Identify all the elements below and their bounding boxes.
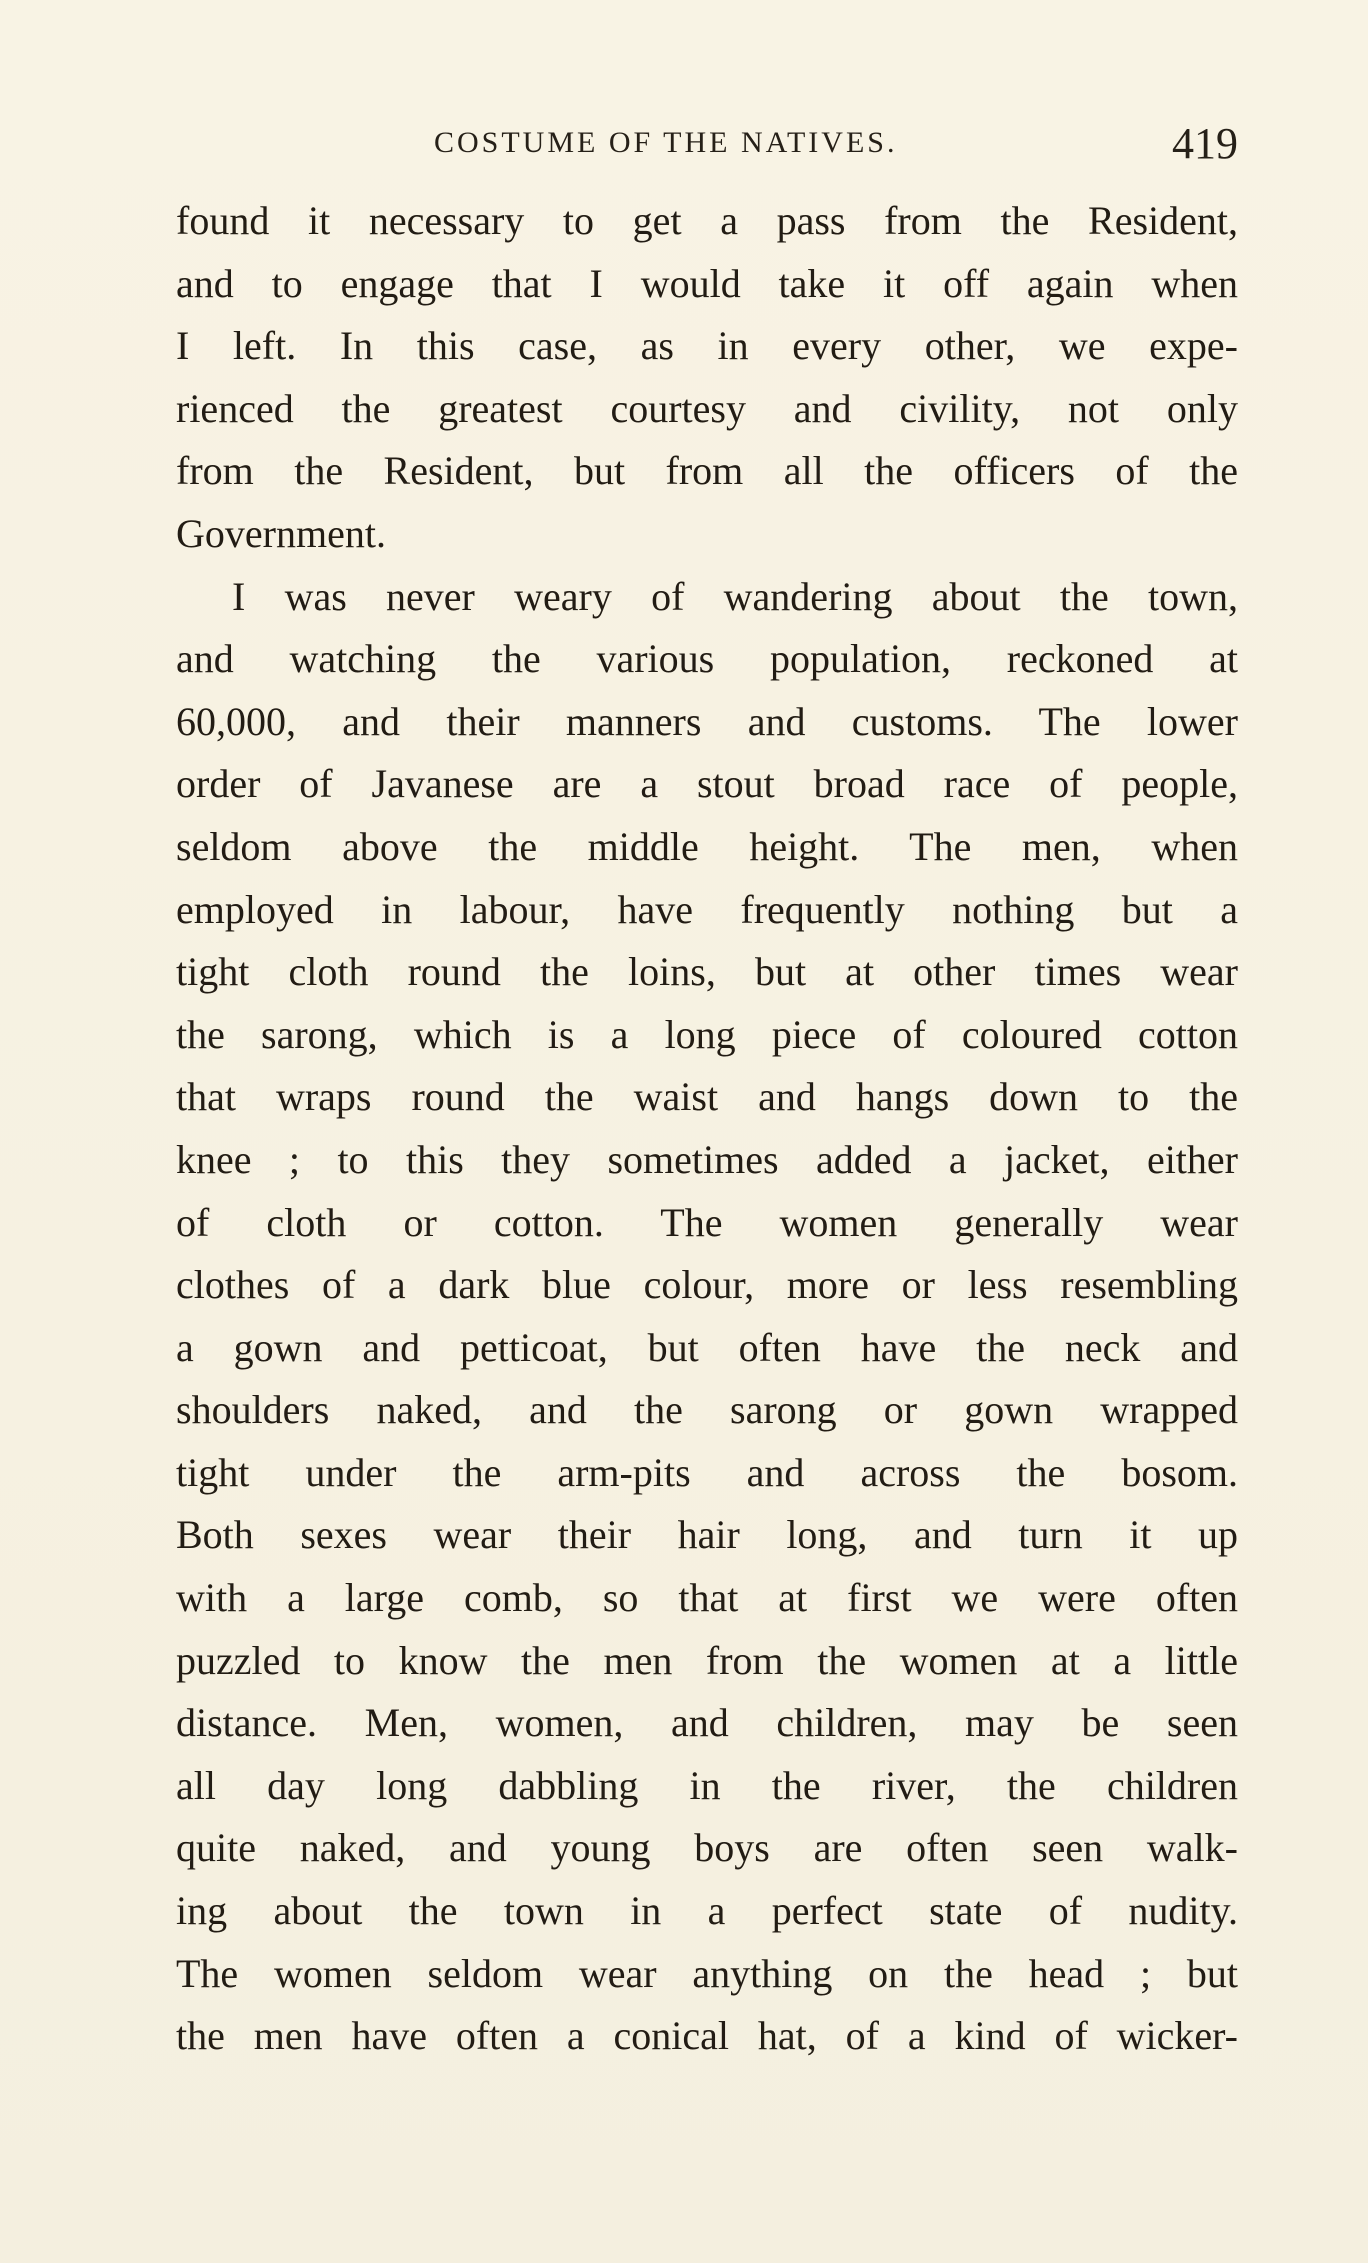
text-line: and to engage that I would take it off again when xyxy=(176,260,1238,306)
text-line: knee ; to this they sometimes added a jacket, either xyxy=(176,1136,1238,1182)
text-line: and watching the various population, reckoned at xyxy=(176,636,1238,682)
text-line: clothes of a dark blue colour, more or less resembling xyxy=(176,1262,1238,1308)
text-line: the men have often a conical hat, of a kind of wicker- xyxy=(176,2013,1238,2059)
text-line: found it necessary to get a pass from the Resident, xyxy=(176,198,1238,243)
text-line: that wraps round the waist and hangs down to the xyxy=(176,1074,1238,1120)
text-line: I was never weary of wandering about the town, xyxy=(232,573,1238,619)
text-line: with a large comb, so that at first we were often xyxy=(176,1575,1238,1621)
text-line: shoulders naked, and the sarong or gown wrapped xyxy=(176,1387,1238,1433)
text-line: distance. Men, women, and children, may be seen xyxy=(176,1700,1238,1746)
text-line: employed in labour, have frequently nothing but a xyxy=(176,886,1238,932)
running-title: COSTUME OF THE NATIVES. xyxy=(434,126,898,159)
body-text xyxy=(176,190,1238,2068)
text-line: of cloth or cotton. The women generally wear xyxy=(176,1199,1238,1245)
text-line: ing about the town in a perfect state of nudity. xyxy=(176,1888,1238,1934)
running-head xyxy=(176,118,1238,174)
text-line: I left. In this case, as in every other, we expe- xyxy=(176,323,1238,369)
text-line: the sarong, which is a long piece of coloured cotton xyxy=(176,1011,1238,1057)
text-line: puzzled to know the men from the women at a little xyxy=(176,1637,1238,1683)
text-line: tight cloth round the loins, but at other times wear xyxy=(176,949,1238,995)
text-line: The women seldom wear anything on the head ; but xyxy=(176,1950,1238,1996)
text-line: a gown and petticoat, but often have the neck and xyxy=(176,1324,1238,1370)
text-line: tight under the arm-pits and across the bosom. xyxy=(176,1449,1238,1495)
text-line: order of Javanese are a stout broad race of people, xyxy=(176,761,1238,807)
text-line: rienced the greatest courtesy and civility, not only xyxy=(176,385,1238,431)
text-line: all day long dabbling in the river, the children xyxy=(176,1762,1238,1808)
text-line: Both sexes wear their hair long, and turn it up xyxy=(176,1512,1238,1558)
text-line: 60,000, and their manners and customs. The lower xyxy=(176,698,1238,744)
text-line: seldom above the middle height. The men, when xyxy=(176,823,1238,869)
text-line: Government. xyxy=(176,510,386,556)
text-line: quite naked, and young boys are often seen walk- xyxy=(176,1825,1238,1871)
text-line: from the Resident, but from all the officers of the xyxy=(176,448,1238,494)
page-number: 419 xyxy=(1172,119,1238,168)
